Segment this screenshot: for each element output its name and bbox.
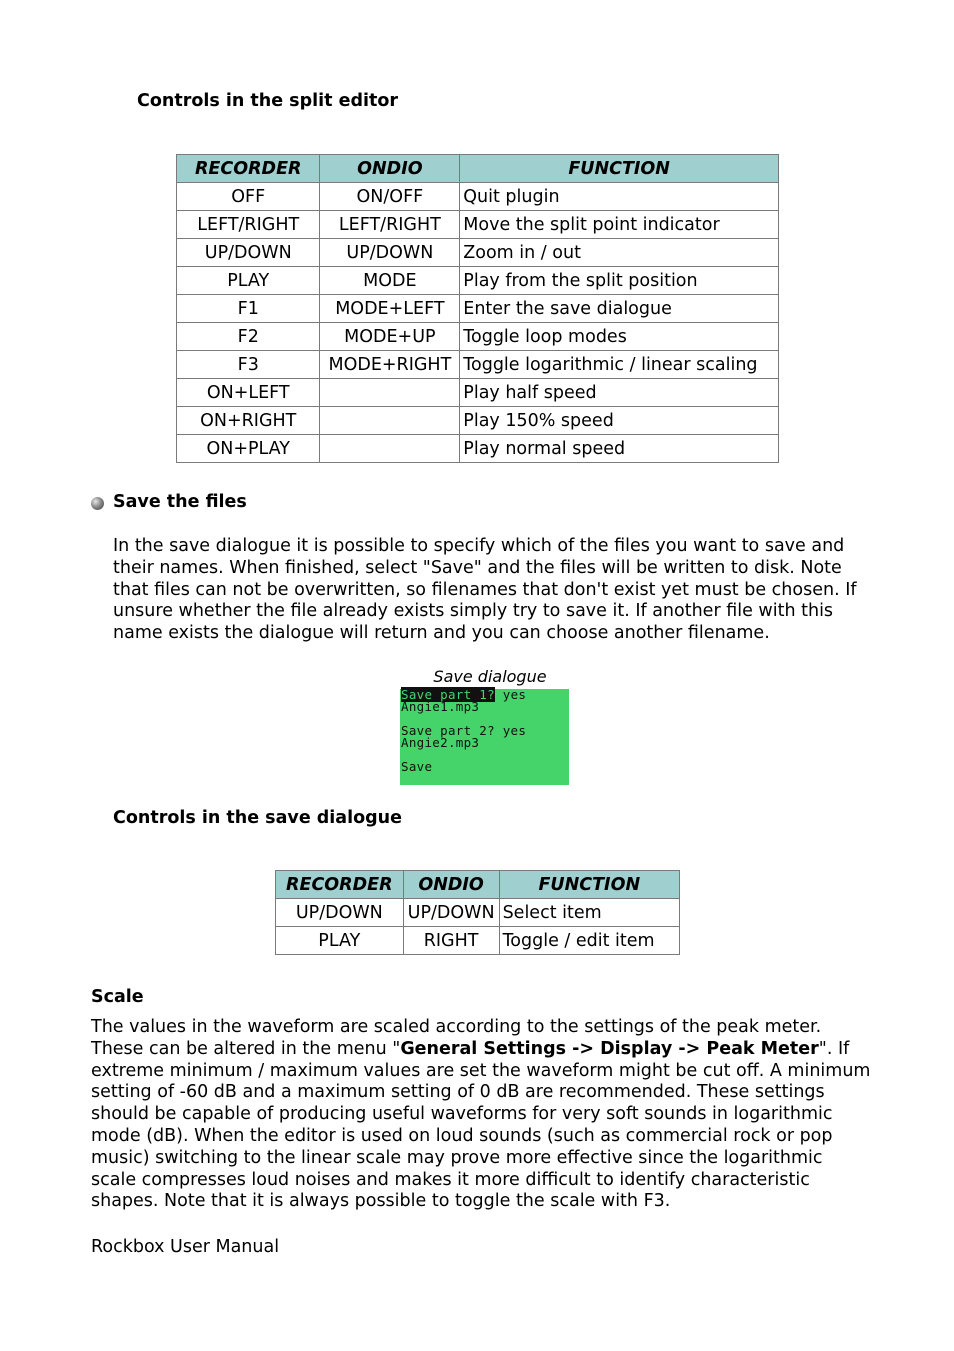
recorder-cell: UP/DOWN	[276, 899, 404, 927]
scale-heading: Scale	[91, 987, 144, 1007]
ondio-cell	[320, 435, 460, 463]
screen-line-4: Angie2.mp3	[401, 735, 480, 750]
footer-text: Rockbox User Manual	[91, 1237, 280, 1257]
function-cell: Play half speed	[460, 379, 779, 407]
function-cell: Play 150% speed	[460, 407, 779, 435]
recorder-cell: ON+RIGHT	[177, 407, 320, 435]
ondio-cell: MODE	[320, 267, 460, 295]
column-header-function: FUNCTION	[499, 871, 679, 899]
save-dialogue-screenshot	[400, 689, 569, 785]
function-cell: Play from the split position	[460, 267, 779, 295]
table-row	[276, 899, 680, 927]
table-row	[276, 927, 680, 955]
function-cell: Zoom in / out	[460, 239, 779, 267]
save-dialogue-controls-table	[275, 870, 680, 955]
column-header-ondio: ONDIO	[403, 871, 499, 899]
table-row	[177, 295, 779, 323]
recorder-cell: LEFT/RIGHT	[177, 211, 320, 239]
recorder-cell: F1	[177, 295, 320, 323]
table-row	[177, 435, 779, 463]
split-editor-heading: Controls in the split editor	[137, 91, 398, 111]
screen-line-2: Angie1.mp3	[401, 699, 480, 714]
ondio-cell: RIGHT	[403, 927, 499, 955]
table-row	[177, 351, 779, 379]
ondio-cell: MODE+RIGHT	[320, 351, 460, 379]
recorder-cell: PLAY	[276, 927, 404, 955]
table-row	[177, 323, 779, 351]
recorder-cell: PLAY	[177, 267, 320, 295]
column-header-function: FUNCTION	[460, 155, 779, 183]
function-cell: Select item	[499, 899, 679, 927]
split-editor-controls-table	[176, 154, 779, 463]
recorder-cell: F2	[177, 323, 320, 351]
function-cell: Play normal speed	[460, 435, 779, 463]
ondio-cell: MODE+UP	[320, 323, 460, 351]
table-row	[177, 239, 779, 267]
menu-path: General Settings -> Display -> Peak Meter	[400, 1038, 819, 1059]
table-row	[177, 407, 779, 435]
save-dialogue-heading: Controls in the save dialogue	[113, 808, 402, 828]
table-header-row	[276, 871, 680, 899]
save-files-paragraph: In the save dialogue it is possible to specify which of the files you want to save and their names. When finished, select "Save" and the files will be written to disk. Note that files can not be overwritten, so filenames that don't exist yet must be chosen. If unsure whether the file already exists simply try to save it. If another file with this name exists the dialogue will return and you can choose another filename.	[113, 536, 857, 644]
ondio-cell: UP/DOWN	[403, 899, 499, 927]
table-row	[177, 379, 779, 407]
recorder-cell: UP/DOWN	[177, 239, 320, 267]
ondio-cell: ON/OFF	[320, 183, 460, 211]
scale-text-before: The values in the waveform are scaled according to the settings of the peak meter. These can be altered in the menu "	[91, 1017, 822, 1059]
recorder-cell: OFF	[177, 183, 320, 211]
function-cell: Toggle logarithmic / linear scaling	[460, 351, 779, 379]
figure-caption: Save dialogue	[433, 667, 547, 686]
ondio-cell: UP/DOWN	[320, 239, 460, 267]
bullet-icon	[91, 497, 104, 510]
function-cell: Move the split point indicator	[460, 211, 779, 239]
table-row	[177, 267, 779, 295]
screen-line-1-selected: Save part 1?	[401, 687, 495, 702]
ondio-cell: LEFT/RIGHT	[320, 211, 460, 239]
recorder-cell: ON+LEFT	[177, 379, 320, 407]
screen-line-1-value: yes	[502, 687, 527, 702]
column-header-recorder: RECORDER	[276, 871, 404, 899]
function-cell: Enter the save dialogue	[460, 295, 779, 323]
screen-line-3: Save part 2? yes	[401, 723, 527, 738]
table-header-row	[177, 155, 779, 183]
column-header-recorder: RECORDER	[177, 155, 320, 183]
scale-text-after: ". If extreme minimum / maximum values are set the waveform might be cut off. A minimum setting of -60 dB and a maximum setting of 0 dB are recommended. These settings should be capable of producing useful waveforms for very soft sounds in logarithmic mode (dB). When the editor is used on loud sounds (such as commercial rock or pop music) switching to the linear scale may prove more effective since the logarithmic scale compresses loud noises and makes it more difficult to identify characteristic shapes. Note that it is always possible to toggle the scale with F3.	[91, 1038, 871, 1212]
table-row	[177, 211, 779, 239]
recorder-cell: F3	[177, 351, 320, 379]
screen-line-5: Save	[401, 759, 433, 774]
ondio-cell: MODE+LEFT	[320, 295, 460, 323]
table-row	[177, 183, 779, 211]
ondio-cell	[320, 379, 460, 407]
scale-paragraph	[91, 1017, 871, 1213]
function-cell: Toggle loop modes	[460, 323, 779, 351]
column-header-ondio: ONDIO	[320, 155, 460, 183]
save-files-heading: Save the files	[113, 492, 247, 512]
recorder-cell: ON+PLAY	[177, 435, 320, 463]
function-cell: Quit plugin	[460, 183, 779, 211]
ondio-cell	[320, 407, 460, 435]
function-cell: Toggle / edit item	[499, 927, 679, 955]
